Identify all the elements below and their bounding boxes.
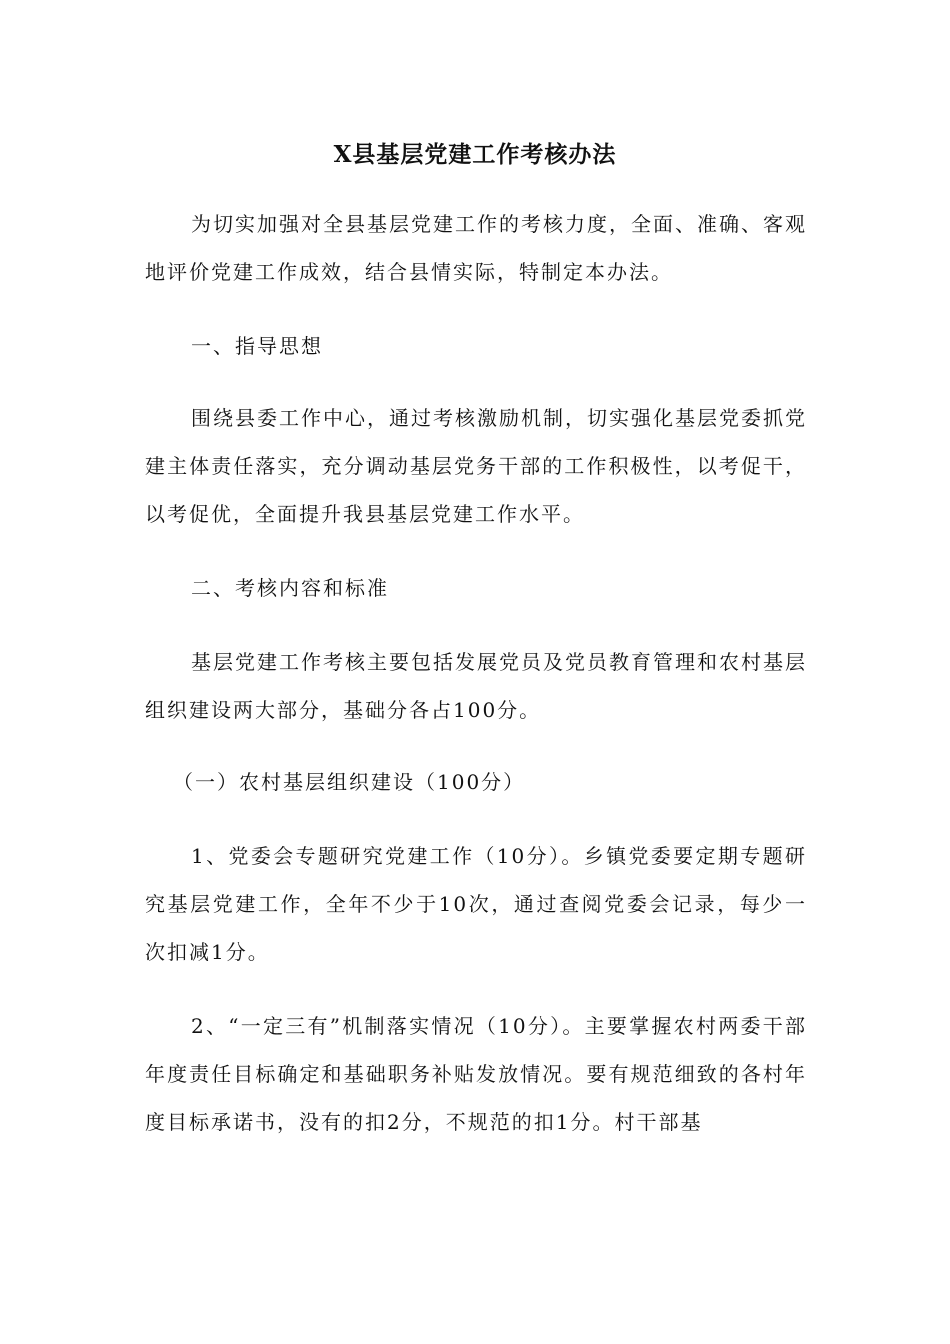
section-2-paragraph: 基层党建工作考核主要包括发展党员及党员教育管理和农村基层组织建设两大部分，基础分各占100分。: [145, 650, 807, 722]
item-2-paragraph: 2、“一定三有”机制落实情况（10分）。主要掌握农村两委干部年度责任目标确定和基础职务补贴发放情况。要有规范细致的各村年度目标承诺书，没有的扣2分，不规范的扣1分。村干部基: [145, 1014, 807, 1134]
intro-paragraph: 为切实加强对全县基层党建工作的考核力度，全面、准确、客观地评价党建工作成效，结合县情实际，特制定本办法。: [145, 212, 807, 284]
item-1-paragraph: 1、党委会专题研究党建工作（10分）。乡镇党委要定期专题研究基层党建工作，全年不少于10次，通过查阅党委会记录，每少一次扣减1分。: [145, 844, 807, 964]
section-2-heading: 二、考核内容和标准: [191, 576, 389, 600]
document-title: X县基层党建工作考核办法: [333, 141, 617, 168]
section-1-paragraph: 围绕县委工作中心，通过考核激励机制，切实强化基层党委抓党建主体责任落实，充分调动基层党务干部的工作积极性，以考促干，以考促优，全面提升我县基层党建工作水平。: [145, 406, 807, 526]
subsection-1-heading: （一）农村基层组织建设（100分）: [173, 770, 526, 794]
section-1-heading: 一、指导思想: [191, 334, 323, 358]
